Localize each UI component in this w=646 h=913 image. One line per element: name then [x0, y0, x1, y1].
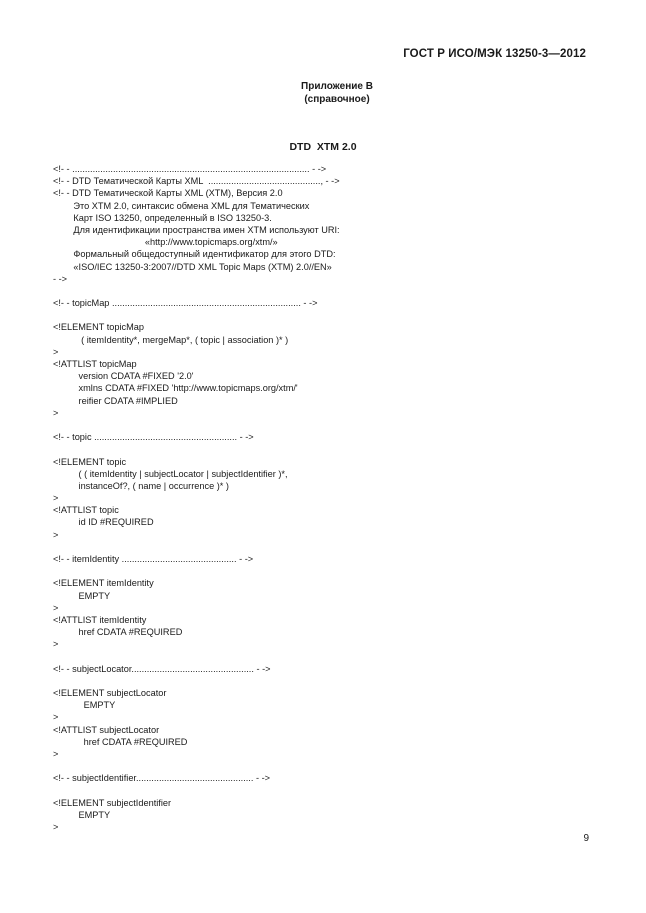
- dtd-line: <!- - topicMap .......................................................................... - ->: [53, 298, 318, 309]
- dtd-line: version CDATA #FIXED '2.0': [53, 371, 194, 382]
- dtd-line: <!ATTLIST itemIdentity: [53, 614, 147, 625]
- dtd-line: xmlns CDATA #FIXED 'http://www.topicmaps.org/xtm/': [53, 383, 298, 394]
- dtd-line: <!- - subjectIdentifier.............................................. - ->: [53, 773, 270, 784]
- dtd-line: ( ( itemIdentity | subjectLocator | subjectIdentifier )*,: [53, 468, 288, 479]
- dtd-line: <!ATTLIST subjectLocator: [53, 724, 160, 735]
- dtd-line: [53, 443, 593, 455]
- dtd-line: >: [53, 346, 59, 357]
- dtd-line: EMPTY: [53, 590, 111, 601]
- dtd-line: <!ELEMENT topicMap: [53, 322, 144, 333]
- dtd-line: <!- - ............................................................................................. - ->: [53, 164, 327, 174]
- dtd-line: Это XTM 2.0, синтаксис обмена XML для Тематических: [53, 200, 310, 211]
- dtd-line: <!- - itemIdentity ............................................. - ->: [53, 554, 254, 564]
- dtd-line: [53, 651, 593, 663]
- dtd-line: [53, 565, 593, 577]
- dtd-line: >: [53, 493, 59, 504]
- dtd-line: Формальный общедоступный идентификатор для этого DTD:: [53, 249, 336, 260]
- dtd-line: >: [53, 407, 59, 418]
- dtd-line: <!ATTLIST topic: [53, 505, 119, 516]
- dtd-line: <!- - subjectLocator................................................ - ->: [53, 663, 271, 674]
- dtd-line: ( itemIdentity*, mergeMap*, ( topic | association )* ): [53, 334, 289, 345]
- dtd-line: «http://www.topicmaps.org/xtm/»: [53, 237, 278, 248]
- annex-title: Приложение В: [301, 81, 373, 92]
- dtd-line: >: [53, 639, 59, 650]
- dtd-line: [53, 785, 593, 797]
- dtd-line: <!ELEMENT itemIdentity: [53, 578, 154, 589]
- dtd-line: >: [53, 602, 59, 613]
- dtd-line: [53, 675, 593, 687]
- dtd-line: >: [53, 822, 59, 833]
- annex-subtitle: (справочное): [304, 94, 370, 105]
- dtd-line: href CDATA #REQUIRED: [53, 736, 188, 747]
- annex-heading: [0, 80, 646, 106]
- dtd-line: href CDATA #REQUIRED: [53, 627, 183, 638]
- dtd-line: Для идентификации пространства имен XTM используют URI:: [53, 224, 340, 235]
- section-title-text: DTD XTM 2.0: [289, 141, 357, 153]
- dtd-line: reifier CDATA #IMPLIED: [53, 395, 178, 406]
- dtd-line: [53, 541, 593, 553]
- dtd-line: EMPTY: [53, 809, 111, 820]
- dtd-line: <!- - DTD Тематической Карты XML ............................................, - ->: [53, 176, 340, 187]
- dtd-line: EMPTY: [53, 700, 116, 711]
- dtd-line: «ISO/IEC 13250-3:2007//DTD XML Topic Maps (XTM) 2.0//EN»: [53, 261, 332, 272]
- section-title: [0, 141, 646, 153]
- dtd-line: <!ELEMENT topic: [53, 456, 127, 467]
- dtd-line: <!ELEMENT subjectLocator: [53, 688, 167, 699]
- dtd-code-listing: [53, 163, 593, 833]
- dtd-line: >: [53, 749, 59, 759]
- dtd-line: [53, 285, 593, 297]
- dtd-line: [53, 419, 593, 431]
- dtd-line: Карт ISO 13250, определенный в ISO 13250-3.: [53, 212, 272, 223]
- dtd-line: <!ATTLIST topicMap: [53, 359, 137, 369]
- dtd-line: <!- - topic ........................................................ - ->: [53, 432, 254, 443]
- dtd-line: id ID #REQUIRED: [53, 517, 154, 528]
- dtd-line: instanceOf?, ( name | occurrence )* ): [53, 480, 229, 491]
- dtd-line: <!ELEMENT subjectIdentifier: [53, 797, 172, 808]
- dtd-line: >: [53, 712, 59, 723]
- dtd-line: [53, 760, 593, 772]
- dtd-line: <!- - DTD Тематической Карты XML (XTM), Версия 2.0: [53, 188, 283, 199]
- dtd-line: [53, 309, 593, 321]
- dtd-line: >: [53, 529, 59, 540]
- standard-header: ГОСТ Р ИСО/МЭК 13250-3—2012: [403, 48, 586, 60]
- dtd-line: - ->: [53, 273, 68, 284]
- page-number: 9: [583, 833, 589, 844]
